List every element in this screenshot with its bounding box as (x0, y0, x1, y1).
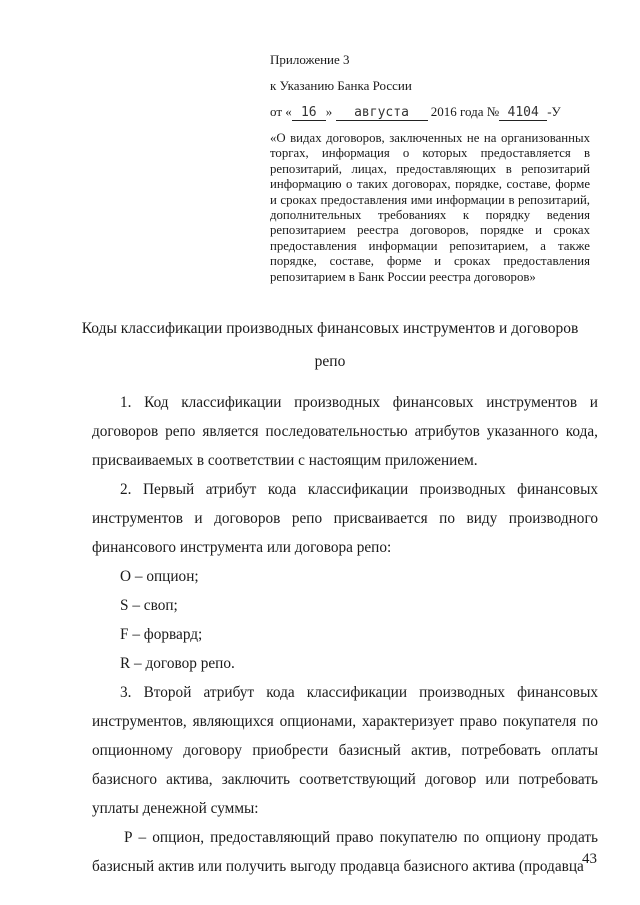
document-body (92, 388, 598, 881)
heading-line-2: репо (314, 353, 346, 370)
date-prefix: от « (270, 104, 292, 119)
paragraph-put-option: Р – опцион, предоставляющий право покупателю по опциону продать базисный актив или получить выгоду продавца базисного актива (продавца (92, 829, 598, 875)
heading-line-1: Коды классификации производных финансовых инструментов и договоров (81, 320, 579, 337)
date-day-handwritten: 16 (292, 106, 326, 121)
document-number-handwritten: 4104 (499, 106, 547, 121)
list-item-repo: R – договор репо. (120, 655, 235, 672)
annex-description: «О видах договоров, заключенных не на организованных торгах, информация о которых предоставляется в репозитарий, лицах, предоставляющих в репозитарий информацию о таких договорах, порядке, составе, форме и сроках предоставления ими информации в репозитарий, дополнительных требованиях к порядку ведения репозитарием реестра договоров, порядке и сроках предоставления информации репозитарием, а также порядке, составе, форме и сроках предоставления репозитарием в Банк России реестра договоров» (270, 131, 590, 284)
annex-date-line (270, 104, 590, 121)
annex-header (270, 52, 590, 285)
paragraph-3: 3. Второй атрибут кода классификации производных финансовых инструментов, являющихся опционами, характеризует право покупателя по опционному договору приобрести базисный актив, потребовать оплаты базисного актива, заключить соответствующий договор или потребовать уплаты денежной суммы: (92, 684, 598, 817)
paragraph-2: 2. Первый атрибут кода классификации производных финансовых инструментов и договоров репо присваивается по виду производного финансового инструмента или договора репо: (92, 481, 598, 556)
date-quote-close: » (325, 104, 333, 119)
paragraph-1: 1. Код классификации производных финансовых инструментов и договоров репо является последовательностью атрибутов указанного кода, присваиваемых в соответствии с настоящим приложением. (92, 394, 598, 469)
date-month-handwritten: августа (336, 106, 428, 121)
annex-title: Приложение 3 (270, 52, 350, 67)
page-number: 43 (582, 851, 597, 867)
date-year-text: 2016 года № (430, 104, 500, 119)
list-item-option: О – опцион; (120, 568, 199, 585)
annex-reference: к Указанию Банка России (270, 78, 412, 93)
list-item-swap: S – своп; (120, 597, 178, 614)
section-heading (60, 312, 600, 378)
list-item-forward: F – форвард; (120, 626, 203, 643)
number-suffix: -У (547, 104, 561, 119)
